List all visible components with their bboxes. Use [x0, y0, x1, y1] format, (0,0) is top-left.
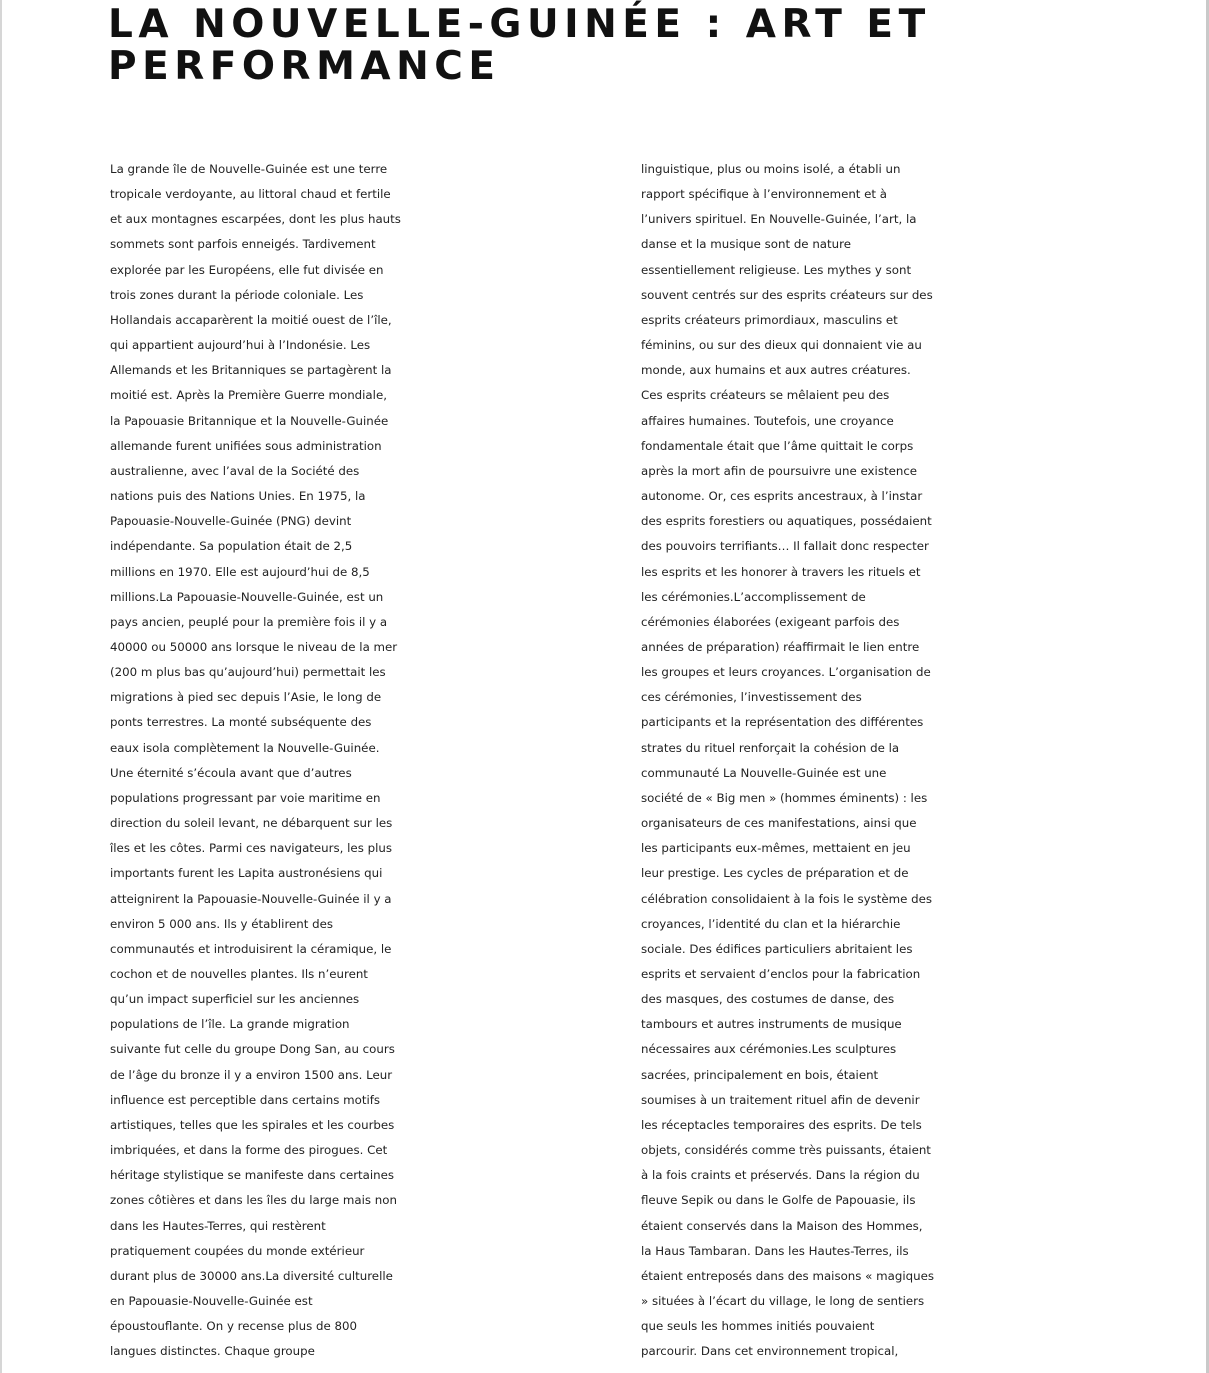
article-column-right: linguistique, plus ou moins isolé, a établi un rapport spécifique à l’environnement et à l’univers spirituel. En Nouvelle-Guinée, l’art, la danse et la musique sont de nature essentiellement religieuse. Les mythes y sont souvent centrés sur des esprits créateurs sur des esprits créateurs primordiaux, masculins et féminins, ou sur des dieux qui donnaient vie au monde, aux humains et aux autres créatures. Ces esprits créateurs se mêlaient peu des affaires humaines. Toutefois, une croyance fondamentale était que l’âme quittait le corps après la mort afin de poursuivre une existence autonome. Or, ces esprits ancestraux, à l’instar des esprits forestiers ou aquatiques, possédaient des pouvoirs terrifiants… Il fallait donc respecter les esprits et les honorer à travers les rituels et les cérémonies.L’accomplissement de cérémonies élaborées (exigeant parfois des années de préparation) réaffirmait le lien entre les groupes et leurs croyances. L’organisation de ces cérémonies, l’investissement des participants et la représentation des différentes strates du rituel renforçait la cohésion de la communauté La Nouvelle-Guinée est une société de « Big men » (hommes éminents) : les organisateurs de ces manifestations, ainsi que les participants eux-mêmes, mettaient en jeu leur prestige. Les cycles de préparation et de célébration consolidaient à la fois le système des croyances, l’identité du clan et la hiérarchie sociale. Des édifices particuliers abritaient les esprits et servaient d’enclos pour la fabrication des masques, des costumes de danse, des tambours et autres instruments de musique nécessaires aux cérémonies.Les sculptures sacrées, principalement en bois, étaient soumises à un traitement rituel afin de devenir les réceptacles temporaires des esprits. De tels objets, considérés comme très puissants, étaient à la fois craints et préservés. Dans la région du fleuve Sepik ou dans le Golfe de Papouasie, ils étaient conservés dans la Maison des Hommes, la Haus Tambaran. Dans les Hautes-Terres, ils étaient entreposés dans des maisons « magiques » situées à l’écart du village, le long de sentiers que seuls les hommes initiés pouvaient parcourir. Dans cet environnement tropical,	[641, 162, 935, 1359]
page-edge-left	[0, 0, 2, 1373]
article-title: LA NOUVELLE-GUINÉE : ART ET PERFORMANCE	[108, 2, 931, 89]
article-column-left: La grande île de Nouvelle-Guinée est une terre tropicale verdoyante, au littoral chaud et fertile et aux montagnes escarpées, dont les plus hauts sommets sont parfois enneigés. Tardivement explorée par les Européens, elle fut divisée en trois zones durant la période coloniale. Les Hollandais accaparèrent la moitié ouest de l’île, qui appartient aujourd’hui à l’Indonésie. Les Allemands et les Britanniques se partagèrent la moitié est. Après la Première Guerre mondiale, la Papouasie Britannique et la Nouvelle-Guinée allemande furent unifiées sous administration australienne, avec l’aval de la Société des nations puis des Nations Unies. En 1975, la Papouasie-Nouvelle-Guinée (PNG) devint indépendante. Sa population était de 2,5 millions en 1970. Elle est aujourd’hui de 8,5 millions.La Papouasie-Nouvelle-Guinée, est un pays ancien, peuplé pour la première fois il y a 40000 ou 50000 ans lorsque le niveau de la mer (200 m plus bas qu’aujourd’hui) permettait les migrations à pied sec depuis l’Asie, le long de ponts terrestres. La monté subséquente des eaux isola complètement la Nouvelle-Guinée. Une éternité s’écoula avant que d’autres populations progressant par voie maritime en direction du soleil levant, ne débarquent sur les îles et les côtes. Parmi ces navigateurs, les plus importants furent les Lapita austronésiens qui atteignirent la Papouasie-Nouvelle-Guinée il y a environ 5 000 ans. Ils y établirent des communautés et introduisirent la céramique, le cochon et de nouvelles plantes. Ils n’eurent qu’un impact superficiel sur les anciennes populations de l’île. La grande migration suivante fut celle du groupe Dong San, au cours de l’âge du bronze il y a environ 1500 ans. Leur influence est perceptible dans certains motifs artistiques, telles que les spirales et les courbes imbriquées, et dans la forme des pirogues. Cet héritage stylistique se manifeste dans certaines zones côtières et dans les îles du large mais non dans les Hautes-Terres, qui restèrent pratiquement coupées du monde extérieur durant plus de 30000 ans.La diversité culturelle en Papouasie-Nouvelle-Guinée est époustouflante. On y recense plus de 800 langues distinctes. Chaque groupe	[110, 162, 401, 1359]
